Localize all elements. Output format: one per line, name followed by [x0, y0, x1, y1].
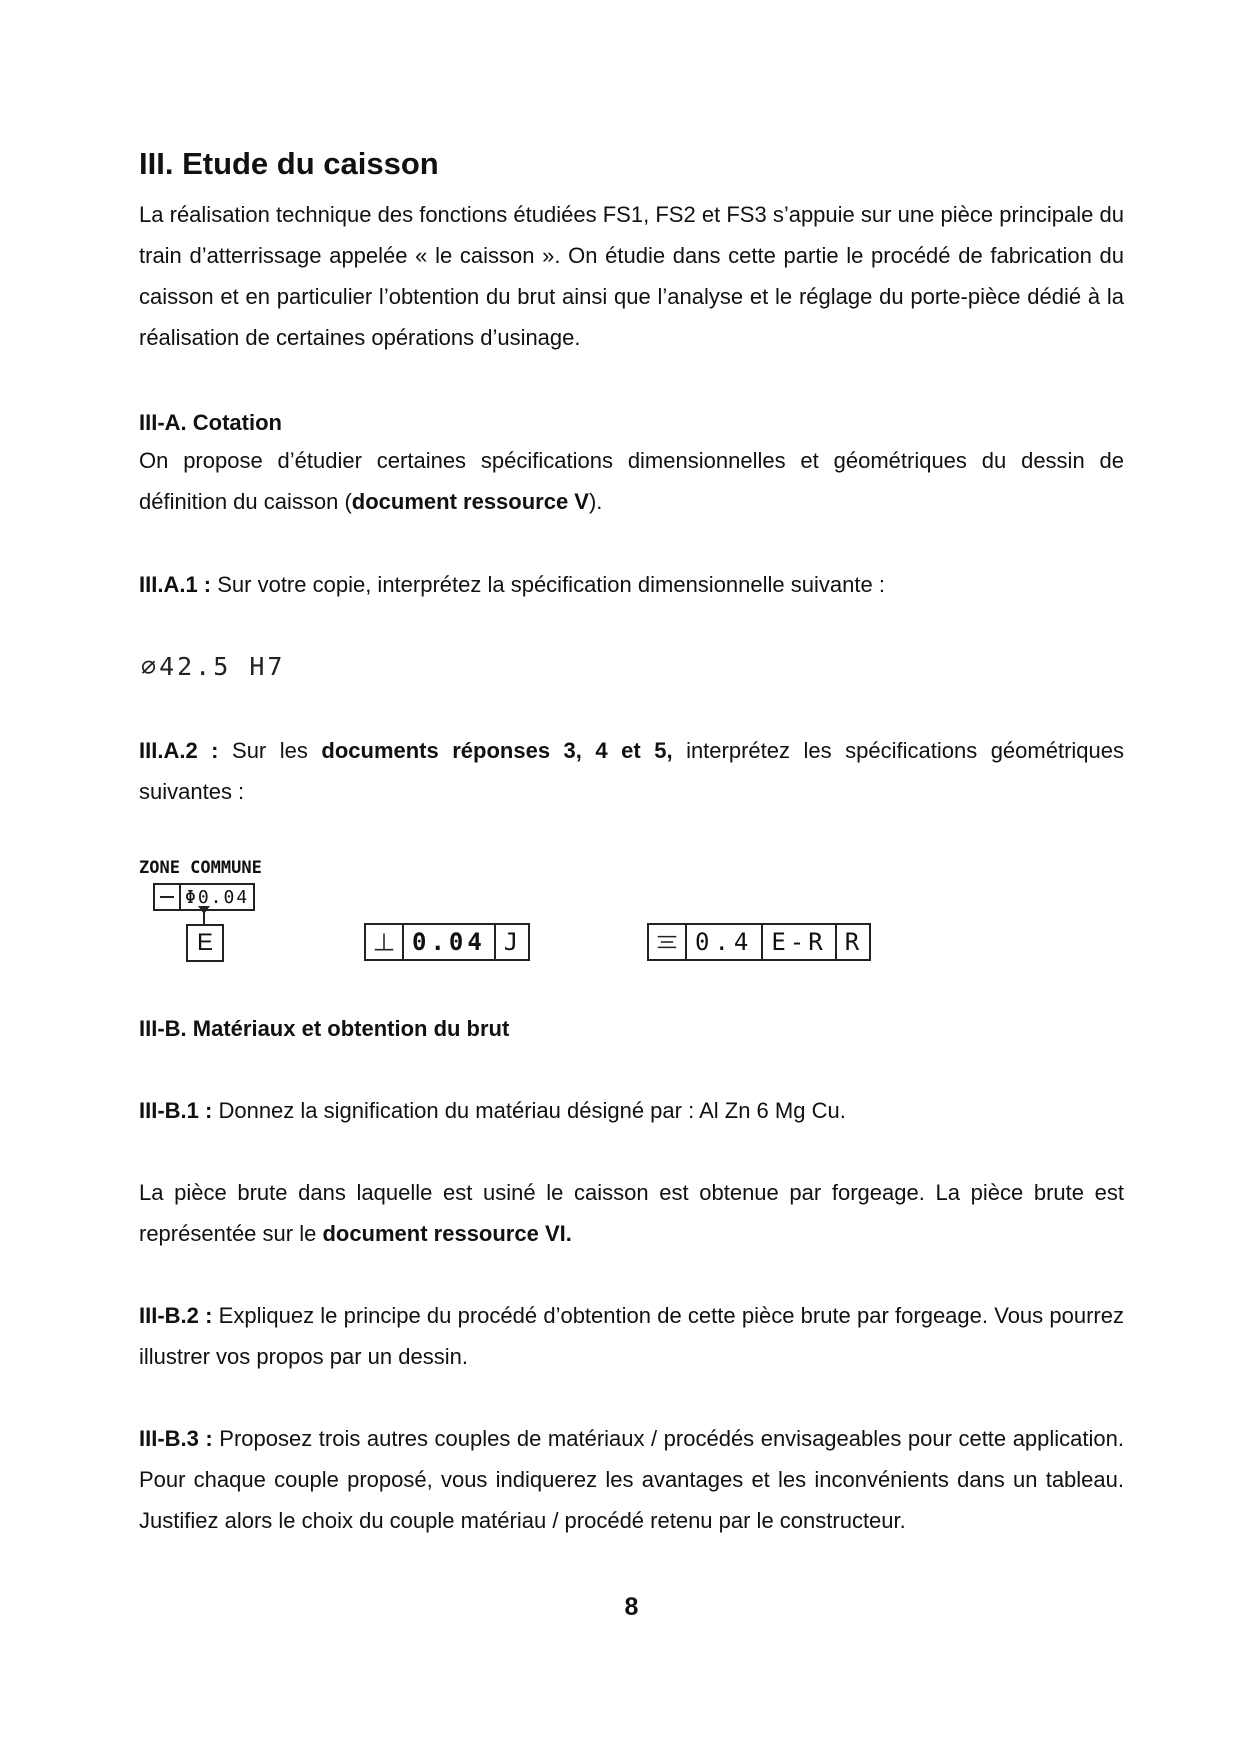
- question-IIIB3: III-B.3 : Proposez trois autres couples de matériaux / procédés envisageables pour cette application. Pour chaque couple proposé, vous indiquerez les avantages et les inconvénients dans un tableau. Justifiez alors le choix du couple matériau / procédé retenu par le constructeur.: [139, 1426, 1124, 1533]
- section-title: III. Etude du caisson: [139, 146, 439, 181]
- symmetry-icon: [649, 925, 685, 959]
- straightness-icon: [155, 885, 179, 909]
- forgeage-paragraph: La pièce brute dans laquelle est usiné le caisson est obtenue par forgeage. La pièce brute est représentée sur le document ressource VI.: [139, 1180, 1124, 1246]
- question-label: III.A.1 :: [139, 572, 212, 597]
- datum-box-E: E: [186, 924, 224, 962]
- dimensional-spec-value: 42.5 H7: [159, 652, 286, 681]
- question-label: III.A.2 :: [139, 738, 219, 763]
- perpendicularity-frame: [364, 923, 530, 961]
- perpendicularity-tolerance: 0.04: [402, 925, 494, 959]
- symmetry-frame: [647, 923, 871, 961]
- cotation-title: III-A. Cotation: [139, 410, 282, 435]
- question-label: III-B.1 :: [139, 1098, 213, 1123]
- question-IIIA2: III.A.2 : Sur les documents réponses 3, 4 et 5, interprétez les spécifications géométriques suivantes :: [139, 738, 1124, 804]
- straightness-tolerance: Φ0.04: [179, 885, 253, 909]
- symmetry-datum: E-R: [761, 925, 834, 959]
- document-ref-v: document ressource V: [351, 489, 589, 514]
- cotation-paragraph: On propose d’étudier certaines spécifications dimensionnelles et géométriques du dessin de définition du caisson (document ressource V).: [139, 448, 1124, 514]
- diameter-symbol: ∅: [141, 652, 160, 681]
- perpendicularity-datum: J: [494, 925, 528, 959]
- symmetry-tolerance: 0.4: [685, 925, 761, 959]
- perpendicularity-icon: [366, 925, 402, 959]
- document-ref-vi: document ressource VI.: [322, 1221, 572, 1246]
- question-IIIA1: III.A.1 : Sur votre copie, interprétez la spécification dimensionnelle suivante :: [139, 572, 885, 597]
- question-IIIB1: III-B.1 : Donnez la signification du matériau désigné par : Al Zn 6 Mg Cu.: [139, 1098, 846, 1123]
- leader-line: [203, 907, 205, 925]
- symmetry-extra-datum: R: [835, 925, 869, 959]
- zone-commune-label: ZONE COMMUNE: [139, 858, 262, 878]
- page-number: 8: [624, 1593, 639, 1621]
- question-label: III-B.2 :: [139, 1303, 213, 1328]
- dimensional-spec: [141, 652, 285, 681]
- question-IIIB2: III-B.2 : Expliquez le principe du procédé d’obtention de cette pièce brute par forgeage. Vous pourrez illustrer vos propos par un dessin.: [139, 1303, 1124, 1369]
- intro-paragraph: La réalisation technique des fonctions étudiées FS1, FS2 et FS3 s’appuie sur une pièce principale du train d’atterrissage appelée « le caisson ». On étudie dans cette partie le procédé de fabrication du caisson et en particulier l’obtention du brut ainsi que l’analyse et le réglage du porte-pièce dédié à la réalisation de certaines opérations d’usinage.: [139, 202, 1124, 350]
- question-label: III-B.3 :: [139, 1426, 213, 1451]
- document-reponses-ref: documents réponses 3, 4 et 5,: [321, 738, 673, 763]
- materiaux-title: III-B. Matériaux et obtention du brut: [139, 1016, 510, 1041]
